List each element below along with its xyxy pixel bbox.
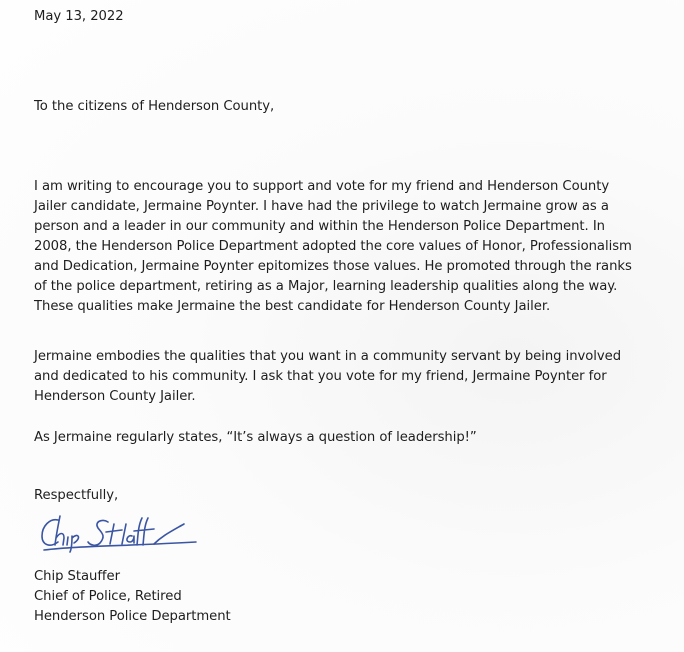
- body-paragraph-1: [34, 177, 632, 317]
- letter-salutation: To the citizens of Henderson County,: [34, 99, 275, 114]
- signature-block: [34, 567, 231, 627]
- letter-date: May 13, 2022: [34, 9, 124, 24]
- body-paragraph-3: As Jermaine regularly states, “It’s always a question of leadership!”: [34, 430, 477, 445]
- letter-closing: Respectfully,: [34, 488, 119, 503]
- paragraph-line: and Dedication, Jermaine Poynter epitomizes those values. He promoted through the ranks: [34, 259, 632, 274]
- paragraph-line: Henderson County Jailer.: [34, 389, 196, 404]
- paragraph-line: 2008, the Henderson Police Department adopted the core values of Honor, Professionalism: [34, 239, 632, 254]
- paragraph-line: I am writing to encourage you to support and vote for my friend and Henderson County: [34, 179, 610, 194]
- paragraph-line: person and a leader in our community and within the Henderson Police Department. In: [34, 219, 605, 234]
- paragraph-line: Jailer candidate, Jermaine Poynter. I have had the privilege to watch Jermaine grow as a: [34, 199, 609, 214]
- paragraph-line: These qualities make Jermaine the best candidate for Henderson County Jailer.: [34, 299, 551, 314]
- body-paragraph-2: [34, 347, 621, 407]
- signer-organization: Henderson Police Department: [34, 609, 231, 624]
- signer-name: Chip Stauffer: [34, 569, 120, 584]
- paragraph-line: Jermaine embodies the qualities that you want in a community servant by being involved: [34, 349, 622, 364]
- paragraph-line: and dedicated to his community. I ask that you vote for my friend, Jermaine Poynter for: [34, 369, 607, 384]
- handwritten-signature: [36, 512, 206, 554]
- signer-title: Chief of Police, Retired: [34, 589, 182, 604]
- paragraph-line: of the police department, retiring as a Major, learning leadership qualities along the way.: [34, 279, 618, 294]
